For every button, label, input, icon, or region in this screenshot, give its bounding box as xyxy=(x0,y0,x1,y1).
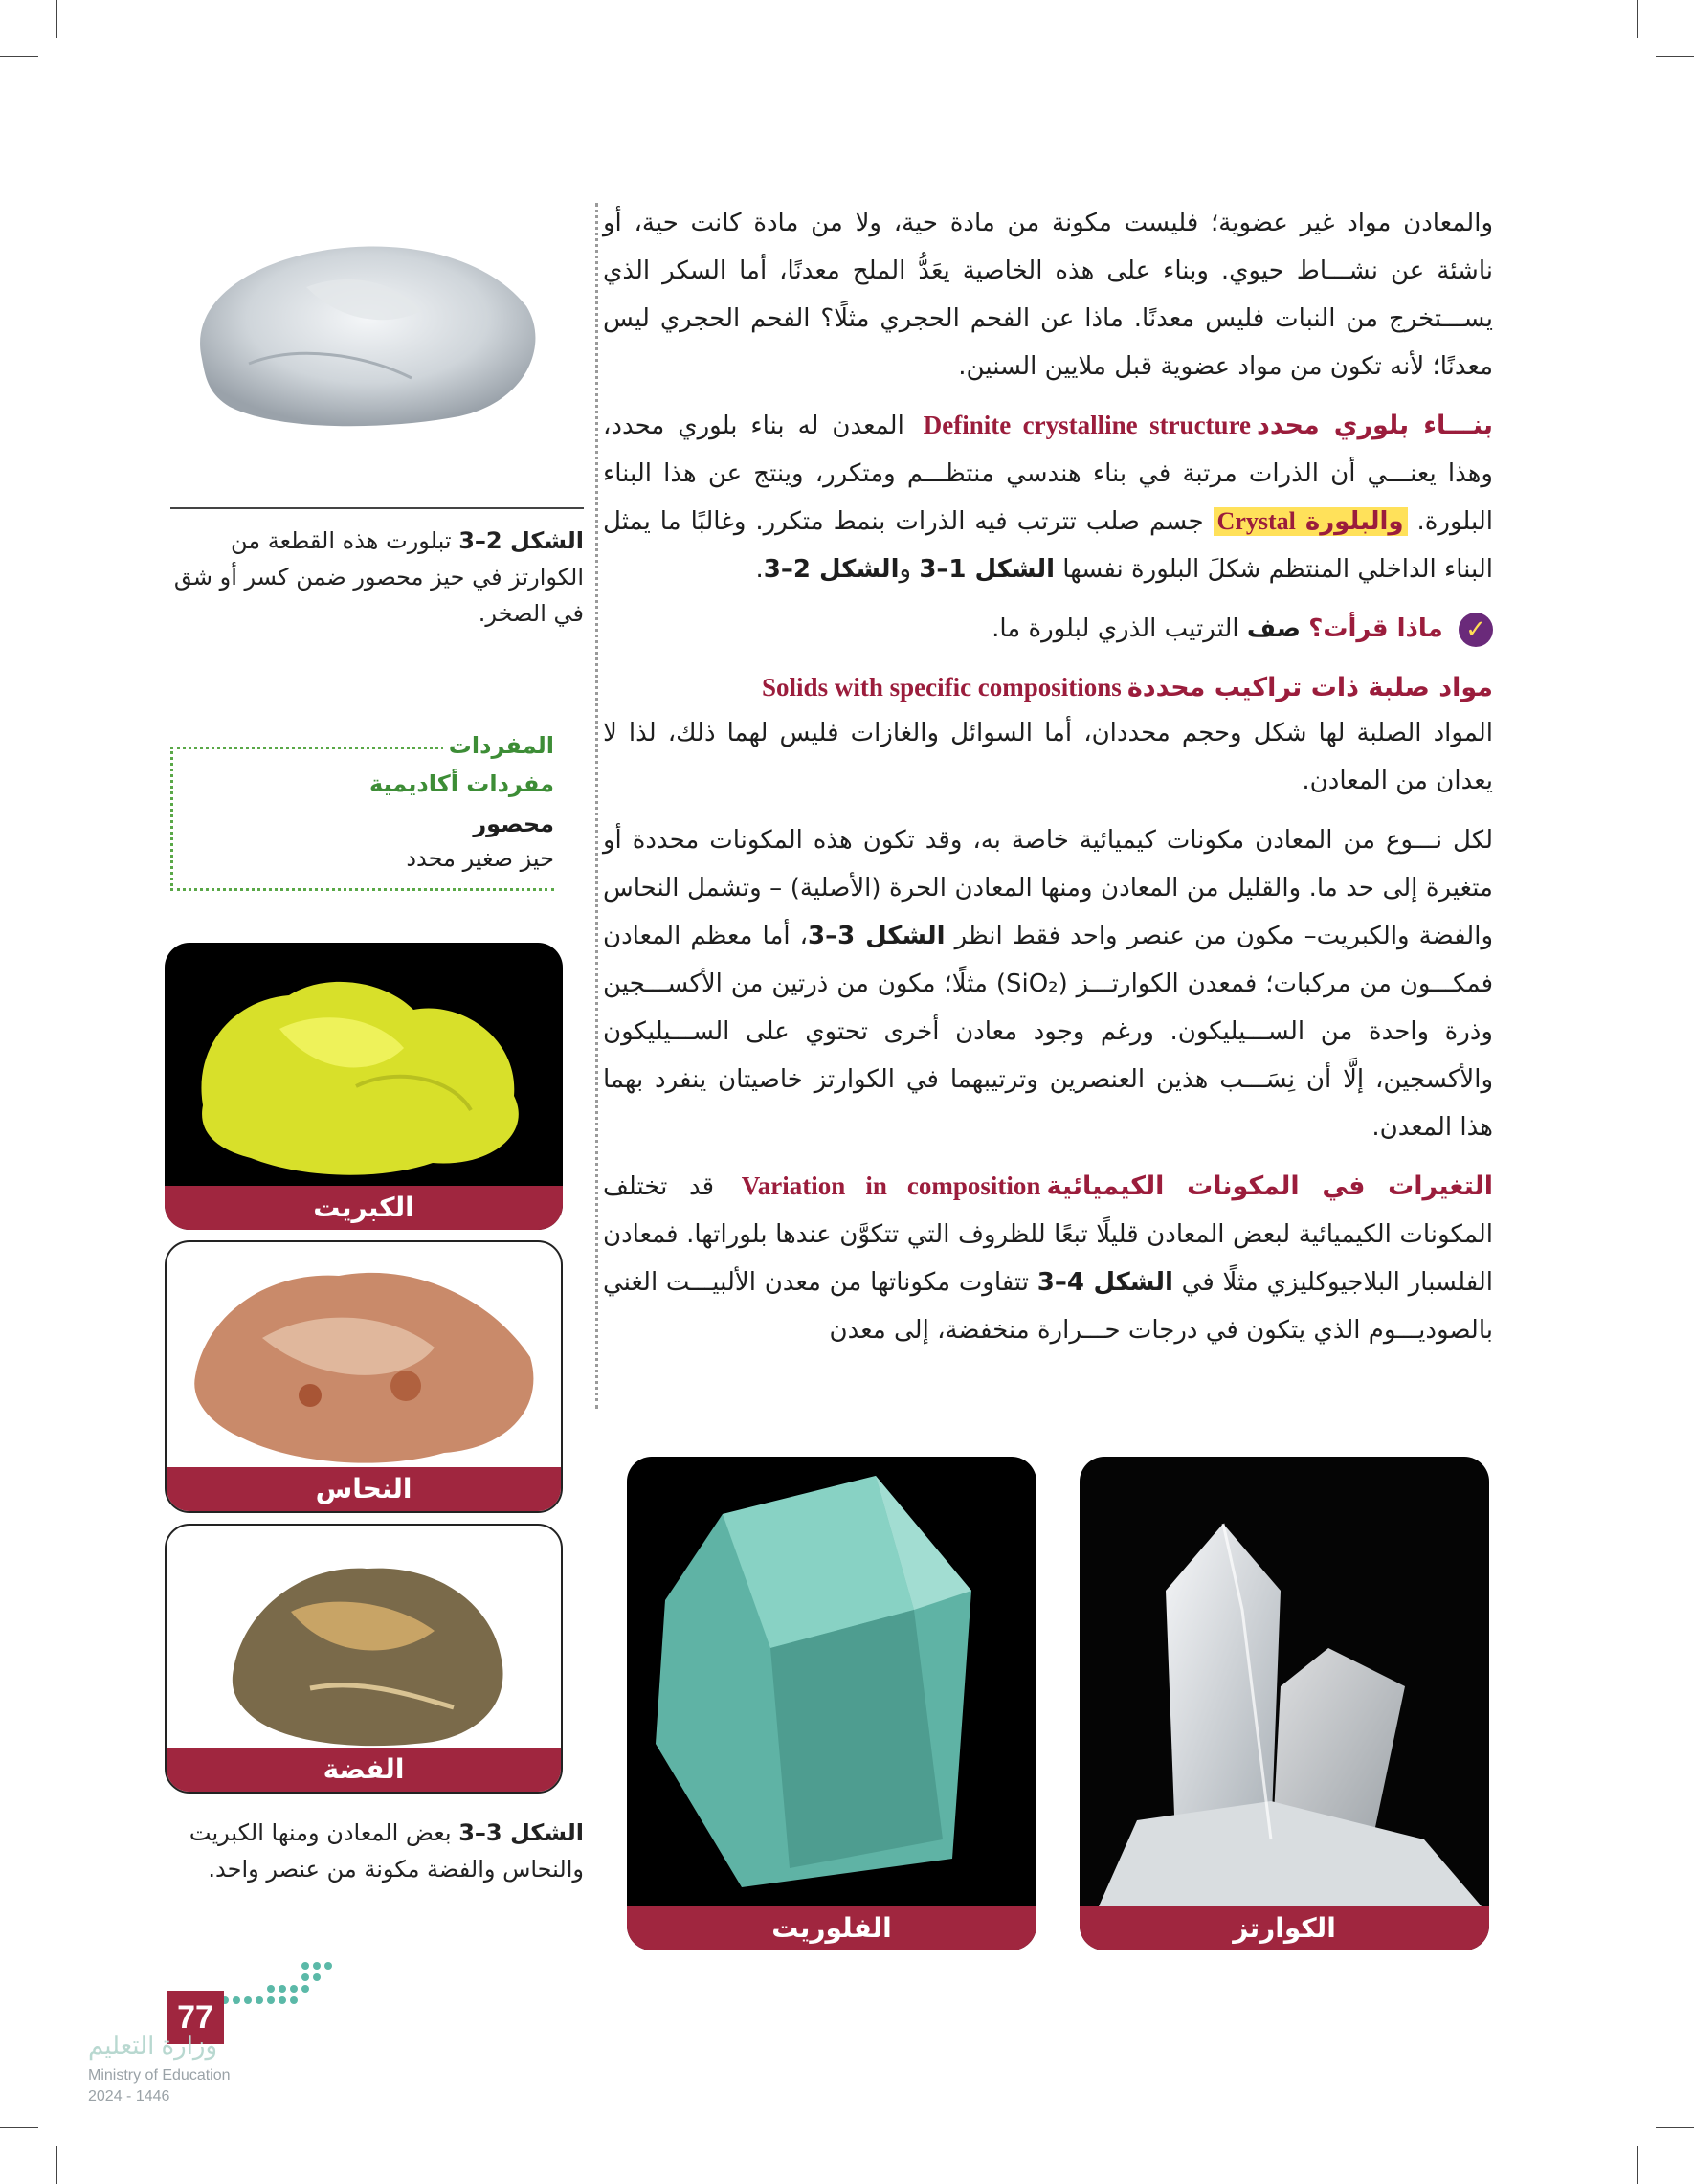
paragraph-composition xyxy=(603,816,1493,1151)
paragraph-crystalline-text-a: المعدن له بناء بلوري محدد، وهذا يعنـــي أن الذرات مرتبة في بناء هندسي منتظـــم ومتكرر، وينتج عن هذا البناء البلورة. xyxy=(603,412,1494,536)
ministry-dots-logo xyxy=(215,1952,340,2010)
vocabulary-definition: حيز صغير محدد xyxy=(406,845,554,872)
heading-crystalline-ar: بنـــاء بلوري محدد xyxy=(1257,411,1493,440)
ministry-name-en: Ministry of Education xyxy=(88,2067,231,2084)
paragraph-variation-text-b: تتفاوت مكوناتها من معدن الألبيـــت الغني بالصوديـــوم الذي يتكون في درجات حـــرارة منخفضة، إلى معدن xyxy=(603,1268,1493,1345)
caption-text-2-3: تبلورت هذه القطعة من الكوارتز في حيز محصور ضمن كسر أو شق في الصخر. xyxy=(173,527,584,627)
crop-mark xyxy=(1637,2146,1638,2184)
caption-ref-3-3: الشكل 3–3 xyxy=(458,1819,584,1846)
heading-variation-ar: التغيرات في المكونات الكيميائية xyxy=(1046,1171,1494,1201)
quartz-label: الكوارتز xyxy=(1080,1906,1489,1950)
paragraph-solids: المواد الصلبة لها شكل وحجم محددان، أما السوائل والغازات فليس لهما ذلك، لذا لا يعدان من المعادن. xyxy=(603,719,1493,795)
checkmark-icon: ✓ xyxy=(1459,613,1493,647)
edition-year: 2024 - 1446 xyxy=(88,2088,170,2105)
fluorite-crystal-image xyxy=(627,1457,1036,1906)
figure-ref-3-3[interactable]: الشكل 3–3 xyxy=(808,922,946,950)
vocabulary-title: المفردات xyxy=(443,732,554,759)
silver-rock-image xyxy=(167,1526,561,1751)
heading-solids-ar: مواد صلبة ذات تراكيب محددة xyxy=(1126,673,1493,702)
sulfur-crystal-image xyxy=(165,943,563,1188)
period: . xyxy=(755,555,764,584)
heading-variation-en: Variation in composition xyxy=(741,1171,1041,1200)
paragraph-crystalline xyxy=(603,402,1493,593)
figure-ref-4-3[interactable]: الشكل 4–3 xyxy=(1036,1268,1173,1297)
crop-mark xyxy=(0,56,38,57)
heading-crystalline-en: Definite crystalline structure xyxy=(923,411,1252,439)
paragraph-variation-text-a: قد تختلف المكونات الكيميائية لبعض المعادن قليلًا تبعًا للظروف التي تتكوَّن عندها بلوراتها. فمعادن الفلسبار البلاجيوكليزي مثلًا في xyxy=(603,1172,1494,1297)
crop-mark xyxy=(1637,0,1638,38)
paragraph-variation xyxy=(603,1163,1493,1354)
crop-mark xyxy=(56,0,57,38)
reading-check-question: الترتيب الذري لبلورة ما. xyxy=(992,614,1239,643)
vocabulary-box xyxy=(170,732,554,891)
paragraph-inorganic: والمعادن مواد غير عضوية؛ فليست مكونة من مادة حية، ولا من مادة كانت حية، أو ناشئة عن نشـــاط حيوي. وبناء على هذه الخاصية يعَدُّ الملح معدنًا، أما السكر الذي يســـتخرج من النبات فليس معدنًا. ماذا عن الفحم الحجري مثلًا؟ الفحم الحجري ليس معدنًا؛ لأنه تكون من مواد عضوية قبل ملايين السنين. xyxy=(603,209,1493,381)
copper-label: النحاس xyxy=(167,1467,561,1511)
quartz-lump-image xyxy=(172,220,555,440)
heading-solids-en: Solids with specific compositions xyxy=(762,673,1122,702)
caption-text-3-3: بعض المعادن ومنها الكبريت والنحاس والفضة مكونة من عنصر واحد. xyxy=(189,1819,584,1883)
fluorite-photo xyxy=(627,1457,1036,1950)
reading-check xyxy=(603,605,1493,653)
crop-mark xyxy=(1656,56,1694,57)
heading-solids xyxy=(603,666,1493,709)
caption-rule xyxy=(170,507,584,509)
crop-mark xyxy=(1656,2127,1694,2128)
figure-ref-2-3[interactable]: الشكل 2–3 xyxy=(763,555,900,584)
quartz-photo xyxy=(1080,1457,1489,1950)
reading-check-label: ماذا قرأت؟ xyxy=(1308,614,1443,643)
vocabulary-word: محصور xyxy=(473,811,554,837)
conjunction: و xyxy=(899,555,912,584)
crystal-term-en: Crystal xyxy=(1216,507,1296,535)
silver-photo xyxy=(165,1524,563,1794)
copper-photo xyxy=(165,1240,563,1513)
figure-caption-2-3 xyxy=(170,523,584,632)
silver-label: الفضة xyxy=(167,1748,561,1792)
ministry-name-ar: وزارة التعليم xyxy=(88,2031,218,2060)
fluorite-label: الفلوريت xyxy=(627,1906,1036,1950)
caption-ref-2-3: الشكل 2–3 xyxy=(458,527,584,554)
sulfur-label: الكبريت xyxy=(165,1186,563,1230)
reading-check-verb: صف xyxy=(1246,614,1301,643)
figure-ref-1-3[interactable]: الشكل 1–3 xyxy=(919,555,1056,584)
crop-mark xyxy=(0,2127,38,2128)
paragraph-crystalline-text-b: جسم صلب تترتب فيه الذرات بنمط متكرر. وغالبًا ما يمثل البناء الداخلي المنتظم شكلَ البلورة نفسها xyxy=(603,507,1493,584)
paragraph-composition-text-a: لكل نـــوع من المعادن مكونات كيميائية خاصة به، وقد تكون هذه المكونات محددة أو متغيرة إلى حد ما. والقليل من المعادن ومنها المعادن الحرة (الأصلية) – وتشمل النحاس والفضة والكبريت– مكون من عنصر واحد فقط انظر xyxy=(603,826,1494,950)
copper-rock-image xyxy=(167,1242,561,1472)
page-number: 77 xyxy=(167,1991,224,2044)
crystal-term-ar: والبلورة xyxy=(1304,507,1404,536)
crop-mark xyxy=(56,2146,57,2184)
main-text-column xyxy=(603,199,1493,1366)
crystal-term-highlight xyxy=(1214,507,1408,536)
sulfur-photo xyxy=(165,943,563,1230)
column-separator xyxy=(595,203,598,1409)
figure-caption-3-3 xyxy=(170,1815,584,1887)
vocabulary-subtitle: مفردات أكاديمية xyxy=(368,770,554,797)
paragraph-composition-text-b: ، أما معظم المعادن فمكـــون من مركبات؛ فمعدن الكوارتـــز (SiO₂) مثلًا؛ مكون من ذرتين من الأكســـجين وذرة واحدة من الســـيليكون. ورغم وجود معادن أخرى تحتوي على الســـيليكون والأكسجين، إلَّا أن نِسَـــب هذين العنصرين وترتيبهما في الكوارتز خاصيتان ينفرد بهما هذا المعدن. xyxy=(603,922,1493,1142)
quartz-crystal-image xyxy=(1080,1457,1489,1906)
